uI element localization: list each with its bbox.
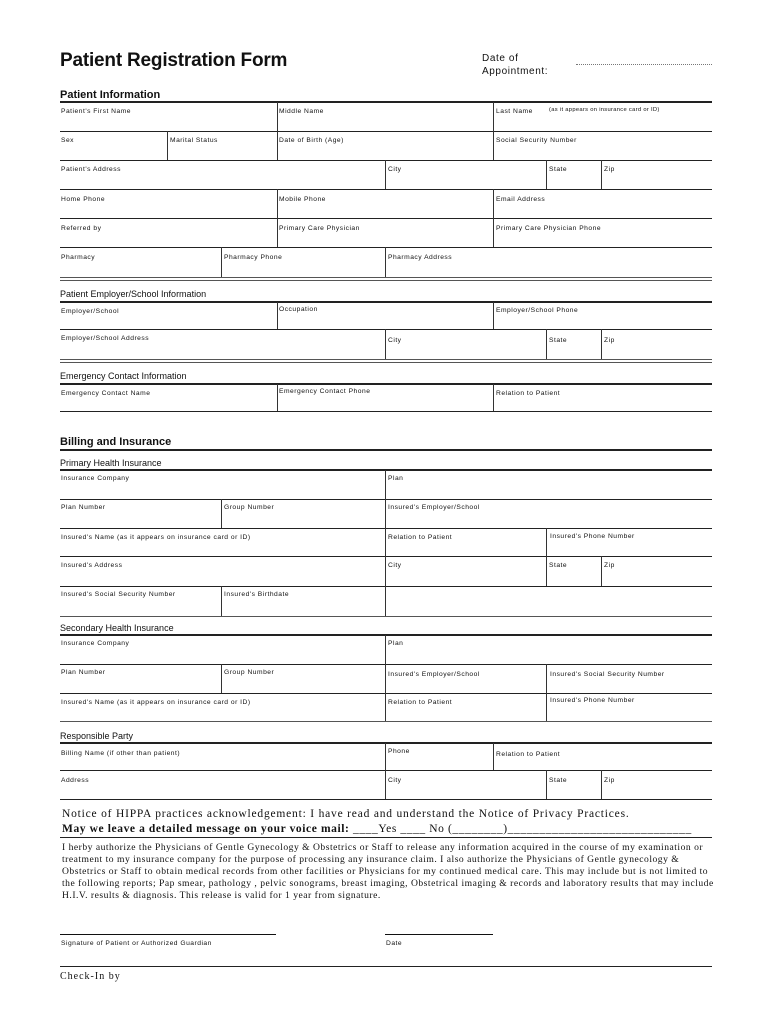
marital-status-field[interactable]: Marital Status bbox=[170, 137, 218, 144]
responsible-city-field[interactable]: City bbox=[388, 777, 402, 784]
email-field[interactable]: Email Address bbox=[496, 196, 546, 203]
divider bbox=[546, 556, 547, 586]
secondary-insurance-heading: Secondary Health Insurance bbox=[60, 623, 174, 633]
row-rule bbox=[60, 329, 712, 330]
row-rule bbox=[60, 721, 712, 722]
row-rule bbox=[60, 411, 712, 412]
divider bbox=[493, 218, 494, 247]
secondary-group-number-field[interactable]: Group Number bbox=[224, 669, 275, 676]
secondary-plan-field[interactable]: Plan bbox=[388, 640, 404, 647]
last-name-note: (as it appears on insurance card or ID) bbox=[549, 107, 660, 113]
row-rule bbox=[60, 131, 712, 132]
divider bbox=[546, 528, 547, 556]
employer-state-field[interactable]: State bbox=[549, 337, 568, 344]
divider bbox=[493, 743, 494, 770]
divider bbox=[385, 693, 386, 721]
authorization-text: I herby authorize the Physicians of Gentle Gynecology & Obstetrics or Staff to release any information acquired in the course of my examination or treatment to my insurance company for the purpose of processing any insurance claim. I also authorize the Physicians of Gentle gynecology & Obstetrics or Staff to obtain medical records from other facilities or Physicians for my continued medical care. This may include but is not limited to the following reports; Pap smear, pathology , pelvic sonograms, breast imaging, Obstetrical imaging & records and laboratory results that may include H.I.V. results & diagnosis. This release is valid for 1 year from signature. bbox=[62, 842, 714, 902]
primary-plan-number-field[interactable]: Plan Number bbox=[61, 504, 106, 511]
appointment-date-field[interactable] bbox=[576, 64, 712, 65]
divider bbox=[221, 586, 222, 616]
billing-heading: Billing and Insurance bbox=[60, 436, 172, 448]
last-name-field[interactable]: Last Name bbox=[496, 108, 533, 115]
billing-name-field[interactable]: Billing Name (if other than patient) bbox=[61, 750, 181, 757]
signature-line[interactable] bbox=[60, 934, 276, 935]
row-rule bbox=[60, 189, 712, 190]
secondary-insured-ssn-field[interactable]: Insured's Social Security Number bbox=[550, 671, 665, 678]
row-rule bbox=[60, 693, 712, 694]
responsible-state-field[interactable]: State bbox=[549, 777, 568, 784]
divider bbox=[385, 499, 386, 528]
signature-label: Signature of Patient or Authorized Guardian bbox=[61, 940, 212, 947]
divider bbox=[385, 743, 386, 770]
patient-information-heading: Patient Information bbox=[60, 89, 161, 101]
employer-zip-field[interactable]: Zip bbox=[604, 337, 615, 344]
divider bbox=[277, 131, 278, 160]
divider bbox=[167, 131, 168, 160]
primary-company-field[interactable]: Insurance Company bbox=[61, 475, 130, 482]
primary-plan-field[interactable]: Plan bbox=[388, 475, 404, 482]
responsible-zip-field[interactable]: Zip bbox=[604, 777, 615, 784]
divider bbox=[385, 635, 386, 664]
secondary-relation-field[interactable]: Relation to Patient bbox=[388, 699, 453, 706]
section-rule bbox=[60, 742, 712, 744]
middle-name-field[interactable]: Middle Name bbox=[279, 108, 324, 115]
section-rule bbox=[60, 383, 712, 385]
check-in-label: Check-In by bbox=[60, 971, 121, 982]
divider bbox=[546, 664, 547, 693]
voicemail-question-text: May we leave a detailed message on your voice mail: bbox=[62, 823, 350, 835]
secondary-plan-number-field[interactable]: Plan Number bbox=[61, 669, 106, 676]
secondary-insured-phone-field[interactable]: Insured's Phone Number bbox=[550, 697, 635, 704]
responsible-address-field[interactable]: Address bbox=[61, 777, 90, 784]
divider bbox=[385, 770, 386, 799]
pharmacy-phone-field[interactable]: Pharmacy Phone bbox=[224, 254, 283, 261]
emergency-relation-field[interactable]: Relation to Patient bbox=[496, 390, 561, 397]
divider bbox=[277, 102, 278, 131]
row-rule bbox=[60, 556, 712, 557]
divider bbox=[493, 102, 494, 131]
pcp-phone-field[interactable]: Primary Care Physician Phone bbox=[496, 225, 602, 232]
employer-address-field[interactable]: Employer/School Address bbox=[61, 335, 150, 342]
section-rule bbox=[60, 101, 712, 103]
hippa-notice: Notice of HIPPA practices acknowledgement: I have read and understand the Notice of Privacy Practices. bbox=[62, 808, 630, 820]
primary-insured-employer-field[interactable]: Insured's Employer/School bbox=[388, 504, 480, 511]
occupation-field[interactable]: Occupation bbox=[279, 306, 318, 313]
divider bbox=[601, 556, 602, 586]
divider bbox=[385, 556, 386, 586]
first-name-field[interactable]: Patient's First Name bbox=[61, 108, 131, 115]
divider bbox=[385, 586, 386, 616]
divider bbox=[493, 384, 494, 411]
emergency-phone-field[interactable]: Emergency Contact Phone bbox=[279, 388, 371, 395]
primary-group-number-field[interactable]: Group Number bbox=[224, 504, 275, 511]
row-rule bbox=[60, 280, 712, 281]
primary-insurance-heading: Primary Health Insurance bbox=[60, 458, 162, 468]
responsible-party-heading: Responsible Party bbox=[60, 731, 134, 741]
divider bbox=[385, 247, 386, 277]
primary-insured-phone-field[interactable]: Insured's Phone Number bbox=[550, 533, 635, 540]
city-field[interactable]: City bbox=[388, 166, 402, 173]
primary-insured-address-field[interactable]: Insured's Address bbox=[61, 562, 123, 569]
divider bbox=[546, 770, 547, 799]
primary-insured-name-field[interactable]: Insured's Name (as it appears on insurance card or ID) bbox=[61, 534, 251, 541]
divider bbox=[546, 329, 547, 359]
primary-state-field[interactable]: State bbox=[549, 562, 568, 569]
row-rule bbox=[60, 586, 712, 587]
section-rule bbox=[60, 449, 712, 451]
divider bbox=[546, 693, 547, 721]
row-rule bbox=[60, 218, 712, 219]
row-rule bbox=[60, 359, 712, 360]
employer-city-field[interactable]: City bbox=[388, 337, 402, 344]
responsible-phone-field[interactable]: Phone bbox=[388, 748, 410, 755]
divider bbox=[546, 160, 547, 189]
row-rule bbox=[60, 837, 712, 838]
divider bbox=[385, 664, 386, 693]
row-rule bbox=[60, 499, 712, 500]
divider bbox=[277, 384, 278, 411]
dob-field[interactable]: Date of Birth (Age) bbox=[279, 137, 344, 144]
voicemail-question bbox=[62, 823, 692, 835]
row-rule bbox=[60, 528, 712, 529]
divider bbox=[385, 528, 386, 556]
row-rule bbox=[60, 664, 712, 665]
section-rule bbox=[60, 301, 712, 303]
employer-heading: Patient Employer/School Information bbox=[60, 289, 207, 299]
pharmacy-field[interactable]: Pharmacy bbox=[61, 254, 96, 261]
divider bbox=[385, 160, 386, 189]
responsible-relation-field[interactable]: Relation to Patient bbox=[496, 751, 561, 758]
divider bbox=[601, 329, 602, 359]
secondary-company-field[interactable]: Insurance Company bbox=[61, 640, 130, 647]
section-rule bbox=[60, 469, 712, 471]
primary-zip-field[interactable]: Zip bbox=[604, 562, 615, 569]
appointment-date-label: Date of Appointment: bbox=[482, 53, 549, 77]
row-rule bbox=[60, 616, 712, 617]
divider bbox=[221, 664, 222, 693]
row-rule bbox=[60, 799, 712, 800]
divider bbox=[277, 302, 278, 329]
home-phone-field[interactable]: Home Phone bbox=[61, 196, 106, 203]
primary-insured-birthdate-field[interactable]: Insured's Birthdate bbox=[224, 591, 290, 598]
employer-field[interactable]: Employer/School bbox=[61, 308, 120, 315]
row-rule bbox=[60, 277, 712, 278]
row-rule bbox=[60, 160, 712, 161]
divider bbox=[493, 189, 494, 218]
primary-city-field[interactable]: City bbox=[388, 562, 402, 569]
row-rule bbox=[60, 247, 712, 248]
divider bbox=[601, 770, 602, 799]
sex-field[interactable]: Sex bbox=[61, 137, 75, 144]
pharmacy-address-field[interactable]: Pharmacy Address bbox=[388, 254, 453, 261]
voicemail-options[interactable]: ____Yes ____ No (________)_____________________________ bbox=[349, 823, 692, 835]
row-rule bbox=[60, 770, 712, 771]
primary-relation-field[interactable]: Relation to Patient bbox=[388, 534, 453, 541]
emergency-heading: Emergency Contact Information bbox=[60, 371, 187, 381]
emergency-name-field[interactable]: Emergency Contact Name bbox=[61, 390, 151, 397]
ssn-field[interactable]: Social Security Number bbox=[496, 137, 577, 144]
divider bbox=[277, 189, 278, 218]
secondary-insured-name-field[interactable]: Insured's Name (as it appears on insurance card or ID) bbox=[61, 699, 251, 706]
referred-by-field[interactable]: Referred by bbox=[61, 225, 102, 232]
divider bbox=[601, 160, 602, 189]
signature-date-label: Date bbox=[386, 940, 403, 947]
divider bbox=[385, 329, 386, 359]
divider bbox=[221, 247, 222, 277]
zip-field[interactable]: Zip bbox=[604, 166, 615, 173]
divider bbox=[385, 470, 386, 499]
row-rule bbox=[60, 966, 712, 967]
form-title: Patient Registration Form bbox=[60, 50, 288, 71]
pcp-field[interactable]: Primary Care Physician bbox=[279, 225, 360, 232]
signature-date-line[interactable] bbox=[385, 934, 493, 935]
divider bbox=[277, 218, 278, 247]
divider bbox=[221, 499, 222, 528]
row-rule bbox=[60, 362, 712, 363]
section-rule bbox=[60, 634, 712, 636]
primary-insured-ssn-field[interactable]: Insured's Social Security Number bbox=[61, 591, 176, 598]
divider bbox=[493, 302, 494, 329]
divider bbox=[493, 131, 494, 160]
patient-address-field[interactable]: Patient's Address bbox=[61, 166, 121, 173]
mobile-phone-field[interactable]: Mobile Phone bbox=[279, 196, 326, 203]
secondary-insured-employer-field[interactable]: Insured's Employer/School bbox=[388, 671, 480, 678]
state-field[interactable]: State bbox=[549, 166, 568, 173]
employer-phone-field[interactable]: Employer/School Phone bbox=[496, 307, 579, 314]
